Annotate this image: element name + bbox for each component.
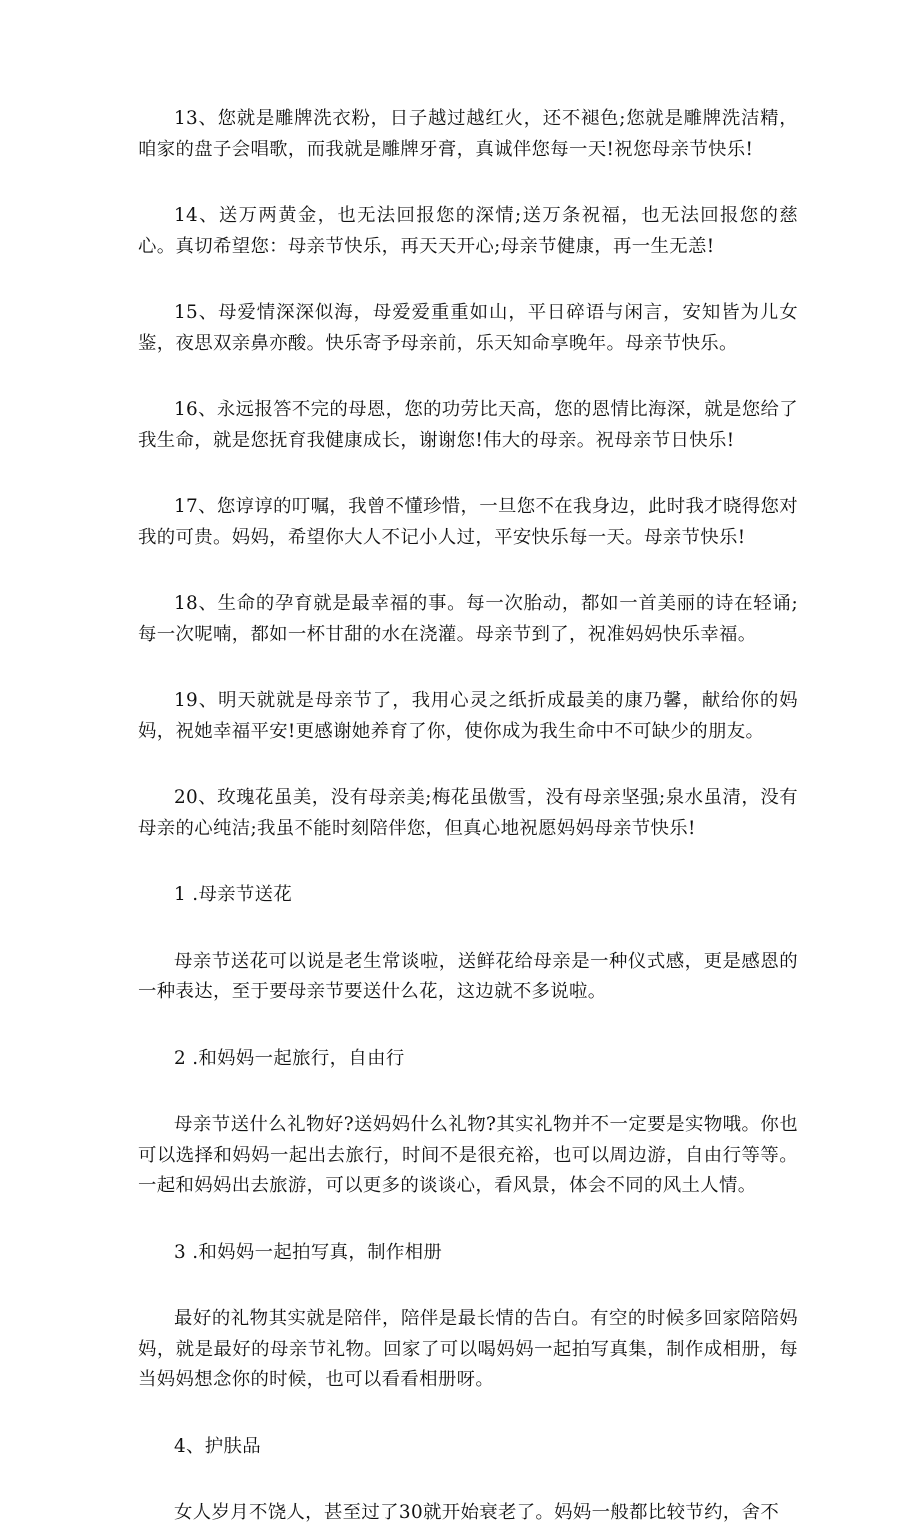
document-body	[138, 104, 798, 1529]
section-body-skincare: 女人岁月不饶人，甚至过了30就开始衰老了。妈妈一般都比较节约，舍不	[174, 1502, 780, 1523]
wish-paragraph-16: 16、永远报答不完的母恩，您的功劳比天高，您的恩情比海深，就是您给了我生命，就是您抚育我健康成长，谢谢您!伟大的母亲。祝母亲节日快乐!	[138, 399, 798, 451]
section-body-photo-album: 最好的礼物其实就是陪伴，陪伴是最长情的告白。有空的时候多回家陪陪妈妈，就是最好的母亲节礼物。回家了可以喝妈妈一起拍写真集，制作成相册，每当妈妈想念你的时候，也可以看看相册呀。	[138, 1308, 798, 1390]
section-body-flowers: 母亲节送花可以说是老生常谈啦，送鲜花给母亲是一种仪式感，更是感恩的一种表达，至于要母亲节要送什么花，这边就不多说啦。	[138, 950, 798, 1002]
wish-paragraph-14: 14、送万两黄金，也无法回报您的深情;送万条祝福，也无法回报您的慈心。真切希望您：母亲节快乐，再天天开心;母亲节健康，再一生无恙!	[138, 205, 798, 257]
wish-paragraph-13: 13、您就是雕牌洗衣粉，日子越过越红火，还不褪色;您就是雕牌洗洁精，咱家的盘子会唱歌，而我就是雕牌牙膏，真诚伴您每一天!祝您母亲节快乐!	[138, 108, 798, 160]
wish-paragraph-19: 19、明天就就是母亲节了，我用心灵之纸折成最美的康乃馨，献给你的妈妈，祝她幸福平安!更感谢她养育了你，使你成为我生命中不可缺少的朋友。	[138, 690, 798, 742]
wish-paragraph-15: 15、母爱情深深似海，母爱爱重重如山，平日碎语与闲言，安知皆为儿女鉴，夜思双亲鼻亦酸。快乐寄予母亲前，乐天知命享晚年。母亲节快乐。	[138, 302, 798, 354]
section-body-travel: 母亲节送什么礼物好?送妈妈什么礼物?其实礼物并不一定要是实物哦。你也可以选择和妈妈一起出去旅行，时间不是很充裕，也可以周边游，自由行等等。一起和妈妈出去旅游，可以更多的谈谈心，看风景，体会不同的风土人情。	[138, 1114, 798, 1196]
section-heading-skincare: 4、护肤品	[174, 1435, 262, 1457]
section-heading-travel: 2 .和妈妈一起旅行，自由行	[174, 1047, 405, 1069]
wish-paragraph-18: 18、生命的孕育就是最幸福的事。每一次胎动，都如一首美丽的诗在轻诵;每一次呢喃，都如一杯甘甜的水在浇灌。母亲节到了，祝准妈妈快乐幸福。	[138, 593, 798, 645]
wish-paragraph-20: 20、玫瑰花虽美，没有母亲美;梅花虽傲雪，没有母亲坚强;泉水虽清，没有母亲的心纯洁;我虽不能时刻陪伴您，但真心地祝愿妈妈母亲节快乐!	[138, 787, 798, 839]
wish-paragraph-17: 17、您谆谆的叮嘱，我曾不懂珍惜，一旦您不在我身边，此时我才晓得您对我的可贵。妈妈，希望你大人不记小人过，平安快乐每一天。母亲节快乐!	[138, 496, 798, 548]
section-heading-flowers: 1 .母亲节送花	[174, 884, 293, 905]
section-heading-photo-album: 3 .和妈妈一起拍写真，制作相册	[174, 1241, 443, 1263]
